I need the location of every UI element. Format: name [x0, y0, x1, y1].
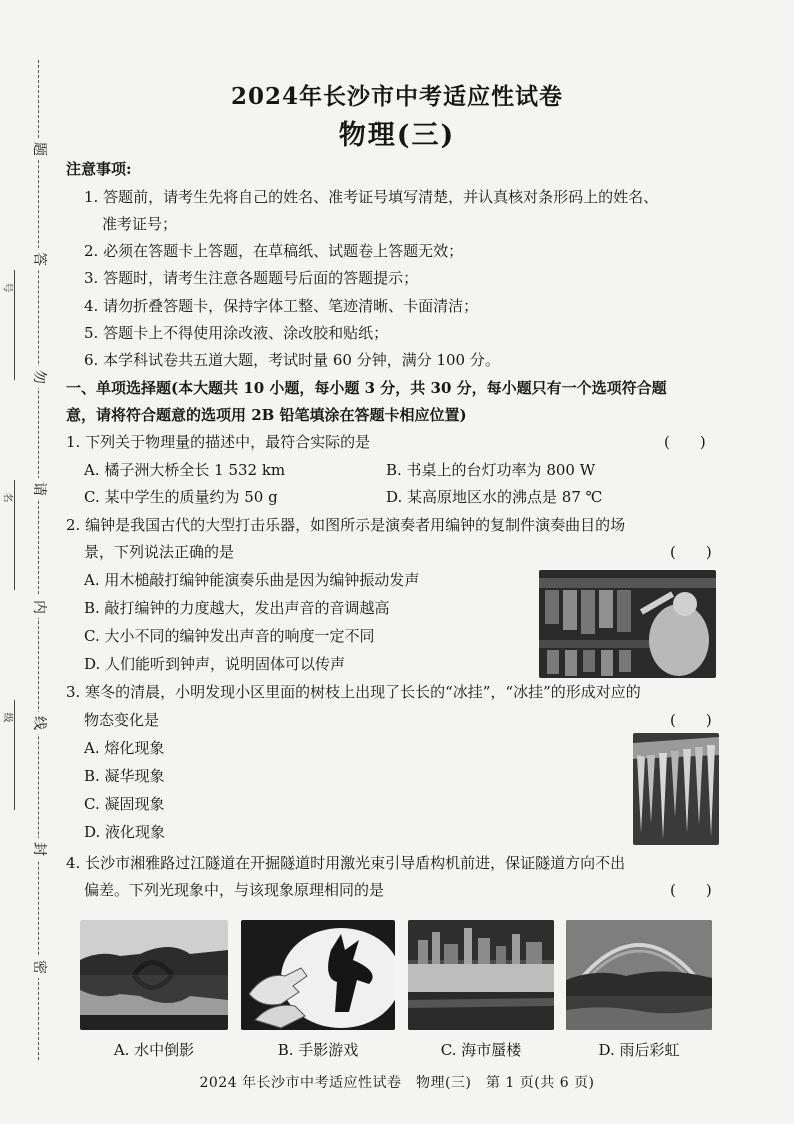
- hand-shadow-photo: [241, 920, 395, 1030]
- notice-item: 5. 答题卡上不得使用涂改液、涂改胶和贴纸；: [84, 324, 389, 342]
- image-caption-b: B. 手影游戏: [277, 1041, 359, 1059]
- question-stem: 景，下列说法正确的是: [84, 543, 235, 561]
- option-c: C. 凝固现象: [84, 795, 165, 813]
- question-stem: 4. 长沙市湘雅路过江隧道在开掘隧道时用激光束引导盾构机前进，保证隧道方向不出: [66, 854, 626, 872]
- field-mark: 号: [1, 282, 13, 293]
- section-heading: 意，请将符合题意的选项用 2B 铅笔填涂在答题卡相应位置): [66, 406, 467, 424]
- water-reflection-photo: [80, 920, 228, 1030]
- option-d: D. 某高原地区水的沸点是 87 ℃: [386, 488, 603, 506]
- question-stem: 物态变化是: [84, 711, 160, 729]
- notice-item: 2. 必须在答题卡上答题，在草稿纸、试题卷上答题无效；: [84, 242, 464, 260]
- image-caption-c: C. 海市蜃楼: [440, 1041, 522, 1059]
- answer-blank: ( ): [670, 881, 712, 899]
- section-heading: 一、单项选择题(本大题共 10 小题，每小题 3 分，共 30 分，每小题只有一个选项符合题: [66, 379, 667, 397]
- seal-char: 题: [28, 138, 50, 160]
- answer-blank: ( ): [664, 433, 706, 451]
- seal-char: 内: [28, 596, 50, 618]
- bianzhong-photo: [539, 570, 716, 678]
- icicle-photo: [633, 733, 719, 845]
- image-caption-d: D. 雨后彩虹: [598, 1041, 680, 1059]
- option-c: C. 大小不同的编钟发出声音的响度一定不同: [84, 627, 375, 645]
- image-caption-a: A. 水中倒影: [113, 1041, 195, 1059]
- seal-char: 密: [28, 956, 50, 978]
- answer-blank: ( ): [670, 543, 712, 561]
- answer-blank: ( ): [670, 711, 712, 729]
- exam-subtitle: 物理(三): [338, 120, 456, 151]
- option-c: C. 某中学生的质量约为 50 g: [84, 488, 278, 506]
- option-b: B. 书桌上的台灯功率为 800 W: [386, 461, 596, 479]
- notice-item: 1. 答题前，请考生先将自己的姓名、准考证号填写清楚，并认真核对条形码上的姓名、: [84, 188, 659, 206]
- notice-item: 4. 请勿折叠答题卡，保持字体工整、笔迹清晰、卡面清洁；: [84, 297, 479, 315]
- seal-char: 封: [28, 838, 50, 860]
- seal-char: 请: [28, 478, 50, 500]
- seal-char: 线: [28, 712, 50, 734]
- binding-strip: [0, 60, 62, 1060]
- question-stem: 2. 编钟是我国古代的大型打击乐器，如图所示是演奏者用编钟的复制件演奏曲目的场: [66, 516, 626, 534]
- option-a: A. 熔化现象: [84, 739, 165, 757]
- mirage-photo: [408, 920, 554, 1030]
- page-footer: 2024 年长沙市中考适应性试卷 物理(三) 第 1 页(共 6 页): [199, 1075, 595, 1091]
- notice-heading: 注意事项:: [66, 160, 132, 178]
- field-mark: 名: [1, 492, 13, 503]
- option-a: A. 橘子洲大桥全长 1 532 km: [84, 461, 286, 479]
- exam-title: 2024年长沙市中考适应性试卷: [230, 83, 563, 110]
- seal-line: [38, 60, 39, 1060]
- option-b: B. 凝华现象: [84, 767, 165, 785]
- question-stem: 1. 下列关于物理量的描述中，最符合实际的是: [66, 433, 371, 451]
- option-d: D. 液化现象: [84, 823, 166, 841]
- question-stem: 3. 寒冬的清晨，小明发现小区里面的树枝上出现了长长的“冰挂”，“冰挂”的形成对应的: [66, 683, 641, 701]
- field-mark: 级: [1, 712, 13, 723]
- rainbow-photo: [566, 920, 712, 1030]
- option-a: A. 用木槌敲打编钟能演奏乐曲是因为编钟振动发声: [84, 571, 420, 589]
- option-d: D. 人们能听到钟声，说明固体可以传声: [84, 655, 346, 673]
- seal-char: 勿: [28, 366, 50, 388]
- notice-item: 6. 本学科试卷共五道大题，考试时量 60 分钟，满分 100 分。: [84, 351, 500, 369]
- option-b: B. 敲打编钟的力度越大，发出声音的音调越高: [84, 599, 390, 617]
- notice-item: 3. 答题时，请考生注意各题题号后面的答题提示；: [84, 269, 419, 287]
- notice-item: 准考证号；: [102, 215, 178, 233]
- seal-char: 答: [28, 248, 50, 270]
- question-stem: 偏差。下列光现象中，与该现象原理相同的是: [84, 881, 385, 899]
